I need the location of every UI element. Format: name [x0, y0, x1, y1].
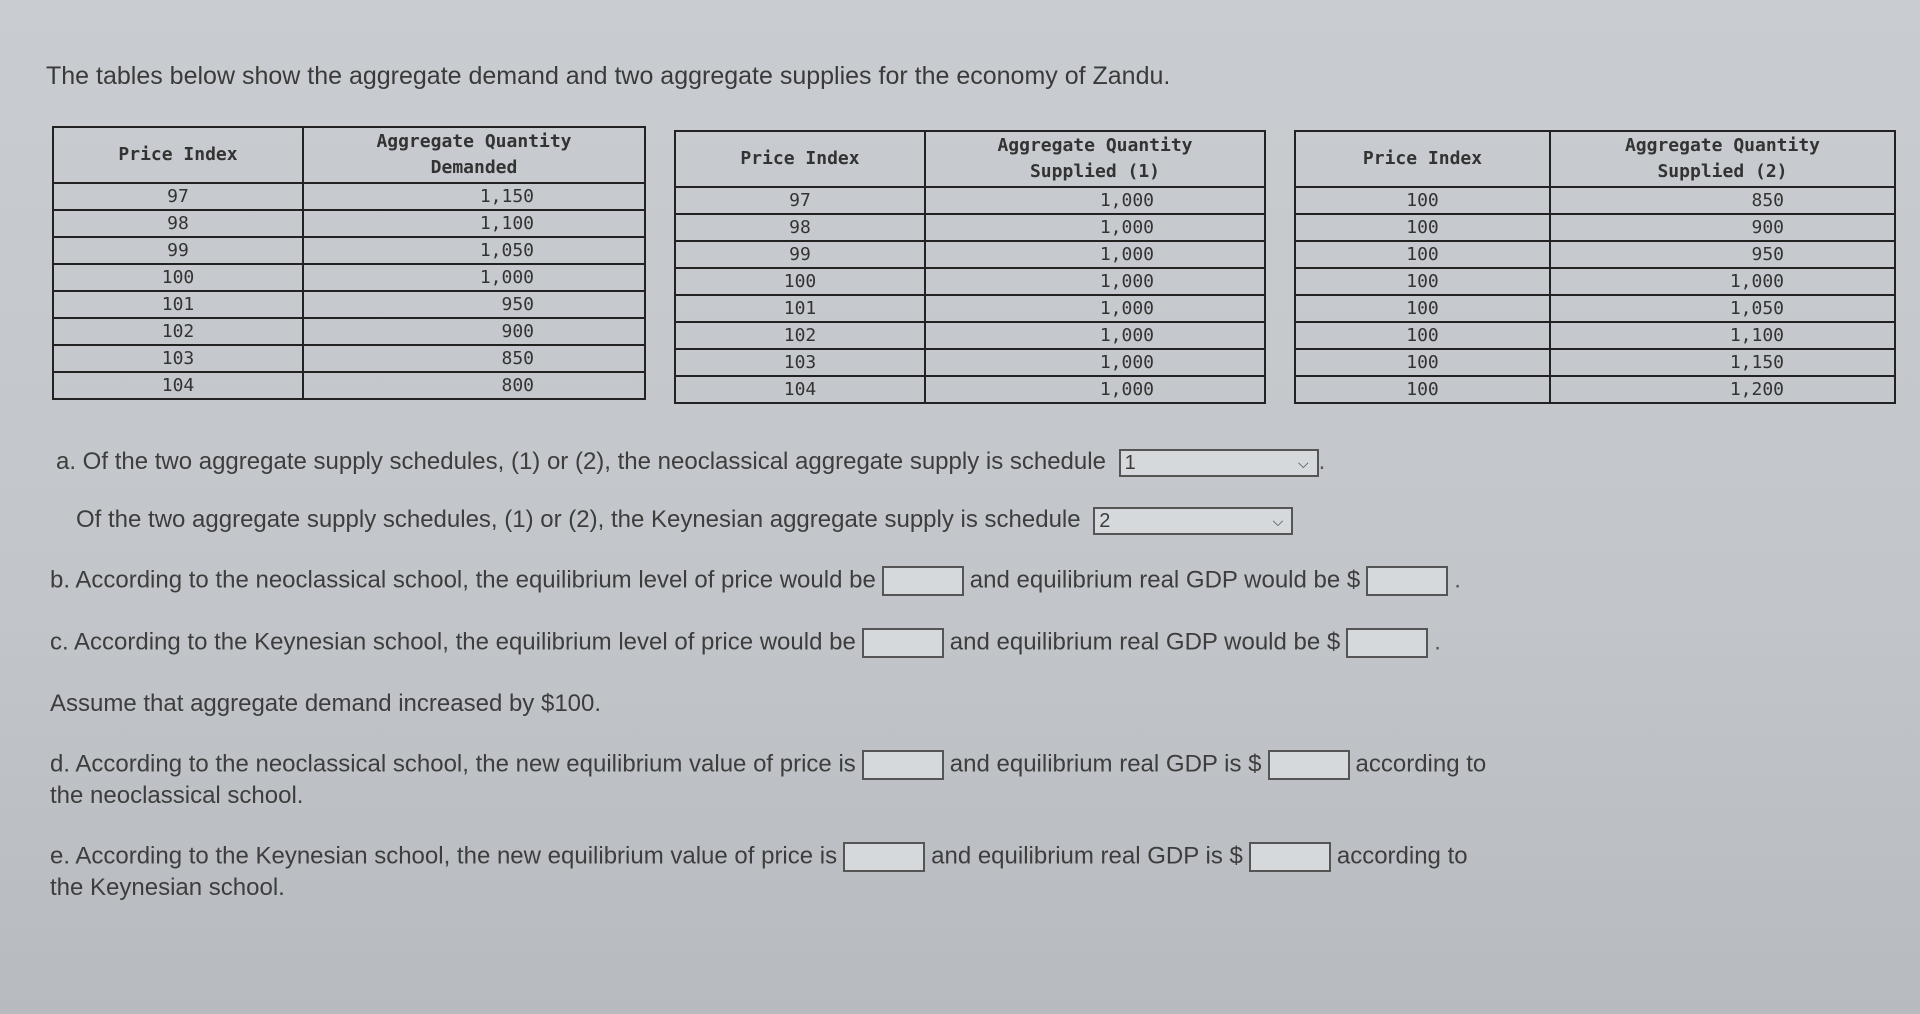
quantity-cell: 950	[303, 291, 645, 318]
quantity-cell: 850	[1550, 187, 1895, 214]
quantity-cell: 1,100	[1550, 322, 1895, 349]
price-cell: 97	[53, 183, 303, 210]
table-row	[1295, 187, 1895, 214]
price-cell: 103	[675, 349, 925, 376]
table-row	[1295, 349, 1895, 376]
table-row	[53, 210, 645, 237]
quantity-cell: 1,000	[925, 376, 1265, 403]
price-cell: 100	[1295, 214, 1550, 241]
table-row	[1295, 376, 1895, 403]
chevron-down-icon: ⌵	[1272, 512, 1284, 529]
aggregate-demand-table	[52, 126, 646, 400]
price-cell: 102	[675, 322, 925, 349]
assume-text: Assume that aggregate demand increased by $100.	[50, 690, 602, 717]
quantity-cell: 900	[1550, 214, 1895, 241]
new-neoclassical-price-input[interactable]	[862, 750, 944, 780]
price-cell: 103	[53, 345, 303, 372]
price-cell: 100	[1295, 241, 1550, 268]
aggregate-supply-1-table	[674, 130, 1266, 404]
quantity-cell: 1,000	[925, 268, 1265, 295]
question-a2	[76, 506, 1293, 535]
table-row	[53, 345, 645, 372]
price-cell: 100	[53, 264, 303, 291]
keynesian-schedule-select[interactable]	[1093, 507, 1293, 535]
quantity-cell: 1,100	[303, 210, 645, 237]
quantity-cell: 950	[1550, 241, 1895, 268]
question-c-text: c. According to the Keynesian school, the equilibrium level of price would be	[50, 628, 856, 656]
keynesian-price-input[interactable]	[862, 628, 944, 658]
neoclassical-price-input[interactable]	[882, 566, 964, 596]
new-neoclassical-gdp-input[interactable]	[1268, 750, 1350, 780]
intro-text: The tables below show the aggregate demand and two aggregate supplies for the economy of Zandu.	[46, 62, 1171, 90]
quantity-cell: 1,000	[925, 322, 1265, 349]
table-row	[675, 295, 1265, 322]
price-cell: 98	[675, 214, 925, 241]
price-index-header: Price Index	[675, 131, 925, 187]
new-keynesian-gdp-input[interactable]	[1249, 842, 1331, 872]
table-row	[675, 187, 1265, 214]
quantity-cell: 1,150	[1550, 349, 1895, 376]
question-d-line2: the neoclassical school.	[50, 782, 304, 809]
question-b-text: b. According to the neoclassical school, the equilibrium level of price would be	[50, 566, 876, 594]
table-row	[675, 349, 1265, 376]
table-row	[53, 372, 645, 399]
price-cell: 100	[1295, 268, 1550, 295]
price-cell: 100	[1295, 349, 1550, 376]
quantity-cell: 1,150	[303, 183, 645, 210]
table-row	[53, 318, 645, 345]
table-row	[53, 183, 645, 210]
table-row	[675, 322, 1265, 349]
question-d	[50, 750, 1486, 780]
price-cell: 100	[1295, 295, 1550, 322]
table-row	[1295, 322, 1895, 349]
question-a1-text: a. Of the two aggregate supply schedules, (1) or (2), the neoclassical aggregate supply is schedule	[56, 448, 1106, 475]
question-a2-text: Of the two aggregate supply schedules, (1) or (2), the Keynesian aggregate supply is schedule	[76, 506, 1081, 533]
table-row	[675, 376, 1265, 403]
table-row	[1295, 241, 1895, 268]
price-cell: 101	[53, 291, 303, 318]
neoclassical-schedule-value: 1	[1124, 451, 1136, 474]
price-cell: 100	[1295, 322, 1550, 349]
question-d-text: d. According to the neoclassical school, the new equilibrium value of price is	[50, 750, 856, 778]
quantity-cell: 1,200	[1550, 376, 1895, 403]
question-d-suffix: according to	[1355, 750, 1487, 778]
price-cell: 104	[53, 372, 303, 399]
neoclassical-gdp-input[interactable]	[1366, 566, 1448, 596]
question-b: b. According to the neoclassical school, the equilibrium level of price would be and equilibrium real GDP would be $ .	[50, 566, 1461, 596]
table-row	[53, 291, 645, 318]
quantity-cell: 1,000	[925, 187, 1265, 214]
price-index-header: Price Index	[53, 127, 303, 183]
table-row	[1295, 295, 1895, 322]
question-e	[50, 842, 1468, 872]
question-e-text: e. According to the Keynesian school, the new equilibrium value of price is	[50, 842, 838, 870]
price-cell: 100	[675, 268, 925, 295]
price-cell: 99	[53, 237, 303, 264]
neoclassical-schedule-select[interactable]	[1119, 449, 1319, 477]
question-e-suffix: according to	[1336, 842, 1468, 870]
question-c-gdp-text: and equilibrium real GDP would be $	[949, 628, 1341, 656]
quantity-cell: 800	[303, 372, 645, 399]
quantity-supplied-2-header: Aggregate Quantity Supplied (2)	[1550, 131, 1895, 187]
quantity-cell: 850	[303, 345, 645, 372]
keynesian-gdp-input[interactable]	[1346, 628, 1428, 658]
quantity-cell: 1,000	[925, 214, 1265, 241]
price-cell: 104	[675, 376, 925, 403]
price-cell: 100	[1295, 376, 1550, 403]
aggregate-supply-2-table	[1294, 130, 1896, 404]
table-row	[675, 241, 1265, 268]
quantity-cell: 1,000	[925, 349, 1265, 376]
table-row	[1295, 268, 1895, 295]
quantity-cell: 1,050	[303, 237, 645, 264]
table-row	[53, 237, 645, 264]
table-row	[1295, 214, 1895, 241]
quantity-cell: 1,050	[1550, 295, 1895, 322]
price-cell: 100	[1295, 187, 1550, 214]
price-cell: 98	[53, 210, 303, 237]
table-row	[675, 268, 1265, 295]
price-cell: 97	[675, 187, 925, 214]
price-cell: 99	[675, 241, 925, 268]
quantity-cell: 1,000	[925, 241, 1265, 268]
quantity-demanded-header: Aggregate Quantity Demanded	[303, 127, 645, 183]
price-cell: 102	[53, 318, 303, 345]
quantity-cell: 900	[303, 318, 645, 345]
quantity-cell: 1,000	[1550, 268, 1895, 295]
question-e-gdp-text: and equilibrium real GDP is $	[931, 842, 1243, 870]
question-d-gdp-text: and equilibrium real GDP is $	[949, 750, 1262, 778]
price-cell: 101	[675, 295, 925, 322]
table-row	[53, 264, 645, 291]
quantity-cell: 1,000	[925, 295, 1265, 322]
question-a1: a. Of the two aggregate supply schedules, (1) or (2), the neoclassical aggregate supply is schedule 1 ⌵ .	[56, 448, 1326, 475]
question-e-line2: the Keynesian school.	[50, 874, 285, 901]
table-row	[675, 214, 1265, 241]
quantity-cell: 1,000	[303, 264, 645, 291]
question-b-gdp-text: and equilibrium real GDP would be $	[969, 566, 1361, 594]
chevron-down-icon: ⌵	[1297, 454, 1309, 471]
quantity-supplied-1-header: Aggregate Quantity Supplied (1)	[925, 131, 1265, 187]
price-index-header: Price Index	[1295, 131, 1550, 187]
keynesian-schedule-value: 2	[1099, 509, 1111, 532]
question-c: c. According to the Keynesian school, the equilibrium level of price would be and equilibrium real GDP would be $ .	[50, 628, 1441, 658]
new-keynesian-price-input[interactable]	[843, 842, 925, 872]
